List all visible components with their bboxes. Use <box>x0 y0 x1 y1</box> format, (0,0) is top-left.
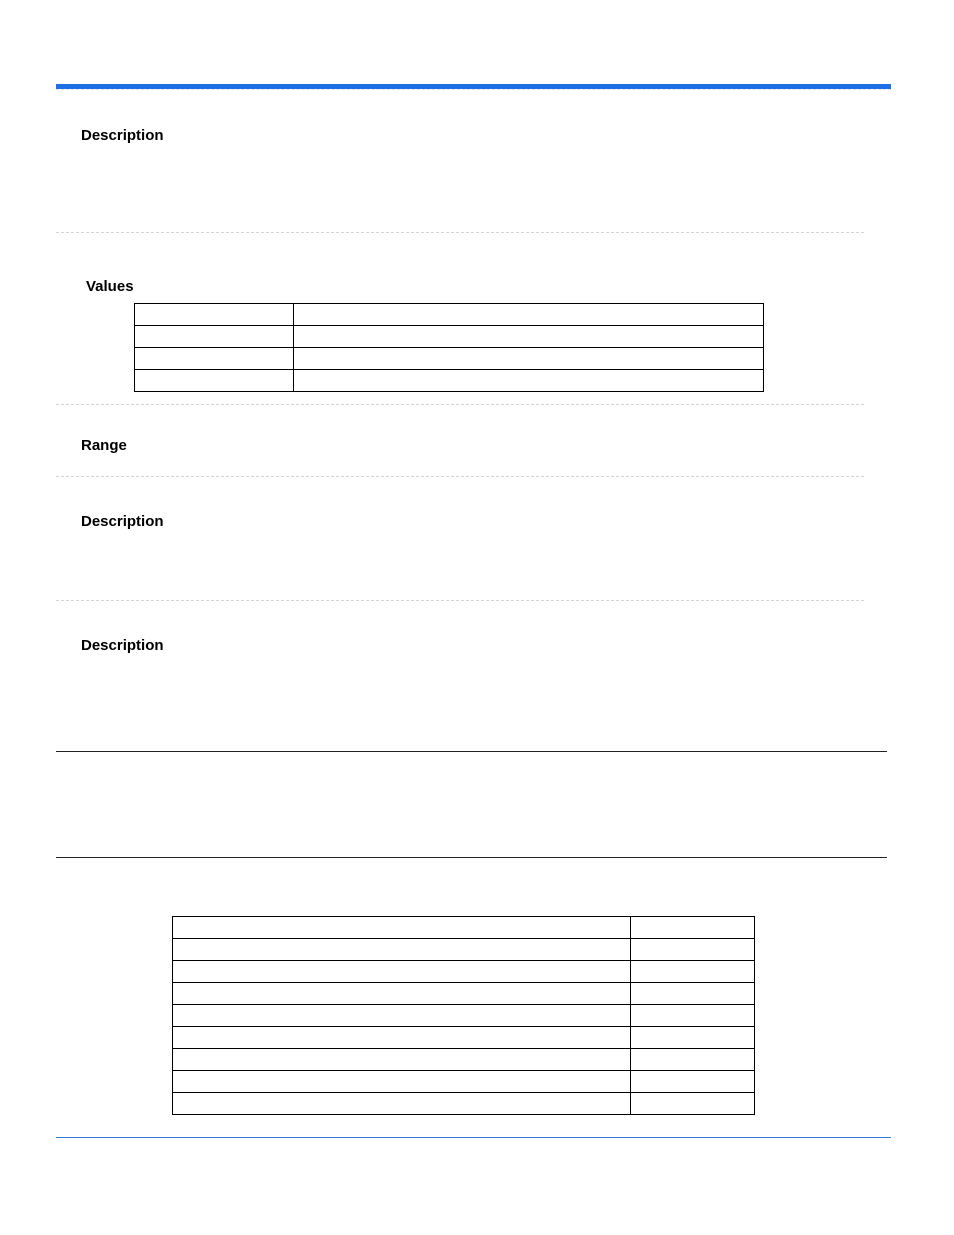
table-cell <box>173 983 631 1005</box>
table-cell <box>631 1071 755 1093</box>
table-cell <box>631 1027 755 1049</box>
bottom-table <box>172 916 755 1115</box>
table-cell <box>173 939 631 961</box>
table-cell <box>173 1005 631 1027</box>
table-cell <box>631 1093 755 1115</box>
divider <box>56 600 864 601</box>
table-cell <box>173 1049 631 1071</box>
divider <box>56 89 891 90</box>
table-cell <box>294 326 764 348</box>
section-heading-description: Description <box>81 127 164 144</box>
table-cell <box>631 961 755 983</box>
table-row <box>135 304 764 326</box>
table-row <box>135 370 764 392</box>
table-cell <box>631 917 755 939</box>
divider <box>56 404 864 405</box>
rule <box>56 857 887 858</box>
section-heading-range: Range <box>81 437 127 454</box>
divider <box>56 476 864 477</box>
rule <box>56 751 887 752</box>
table-cell <box>173 1027 631 1049</box>
table-row <box>173 1005 755 1027</box>
table-cell <box>135 370 294 392</box>
table-cell <box>135 348 294 370</box>
table-cell <box>173 917 631 939</box>
table-row <box>173 917 755 939</box>
footer-rule <box>56 1137 891 1138</box>
table-row <box>173 1093 755 1115</box>
table-row <box>135 326 764 348</box>
table-row <box>173 983 755 1005</box>
table-cell <box>135 326 294 348</box>
section-heading-values: Values <box>86 278 134 295</box>
table-row <box>135 348 764 370</box>
table-cell <box>631 983 755 1005</box>
table-cell <box>294 348 764 370</box>
table-row <box>173 1049 755 1071</box>
table-row <box>173 961 755 983</box>
table-cell <box>631 939 755 961</box>
table-cell <box>294 304 764 326</box>
table-row <box>173 939 755 961</box>
table-cell <box>173 961 631 983</box>
table-row <box>173 1027 755 1049</box>
table-cell <box>173 1093 631 1115</box>
table-cell <box>631 1005 755 1027</box>
table-cell <box>631 1049 755 1071</box>
section-heading-description: Description <box>81 513 164 530</box>
table-cell <box>294 370 764 392</box>
section-heading-description: Description <box>81 637 164 654</box>
table-row <box>173 1071 755 1093</box>
values-table <box>134 303 764 392</box>
divider <box>56 232 864 233</box>
table-cell <box>135 304 294 326</box>
table-cell <box>173 1071 631 1093</box>
